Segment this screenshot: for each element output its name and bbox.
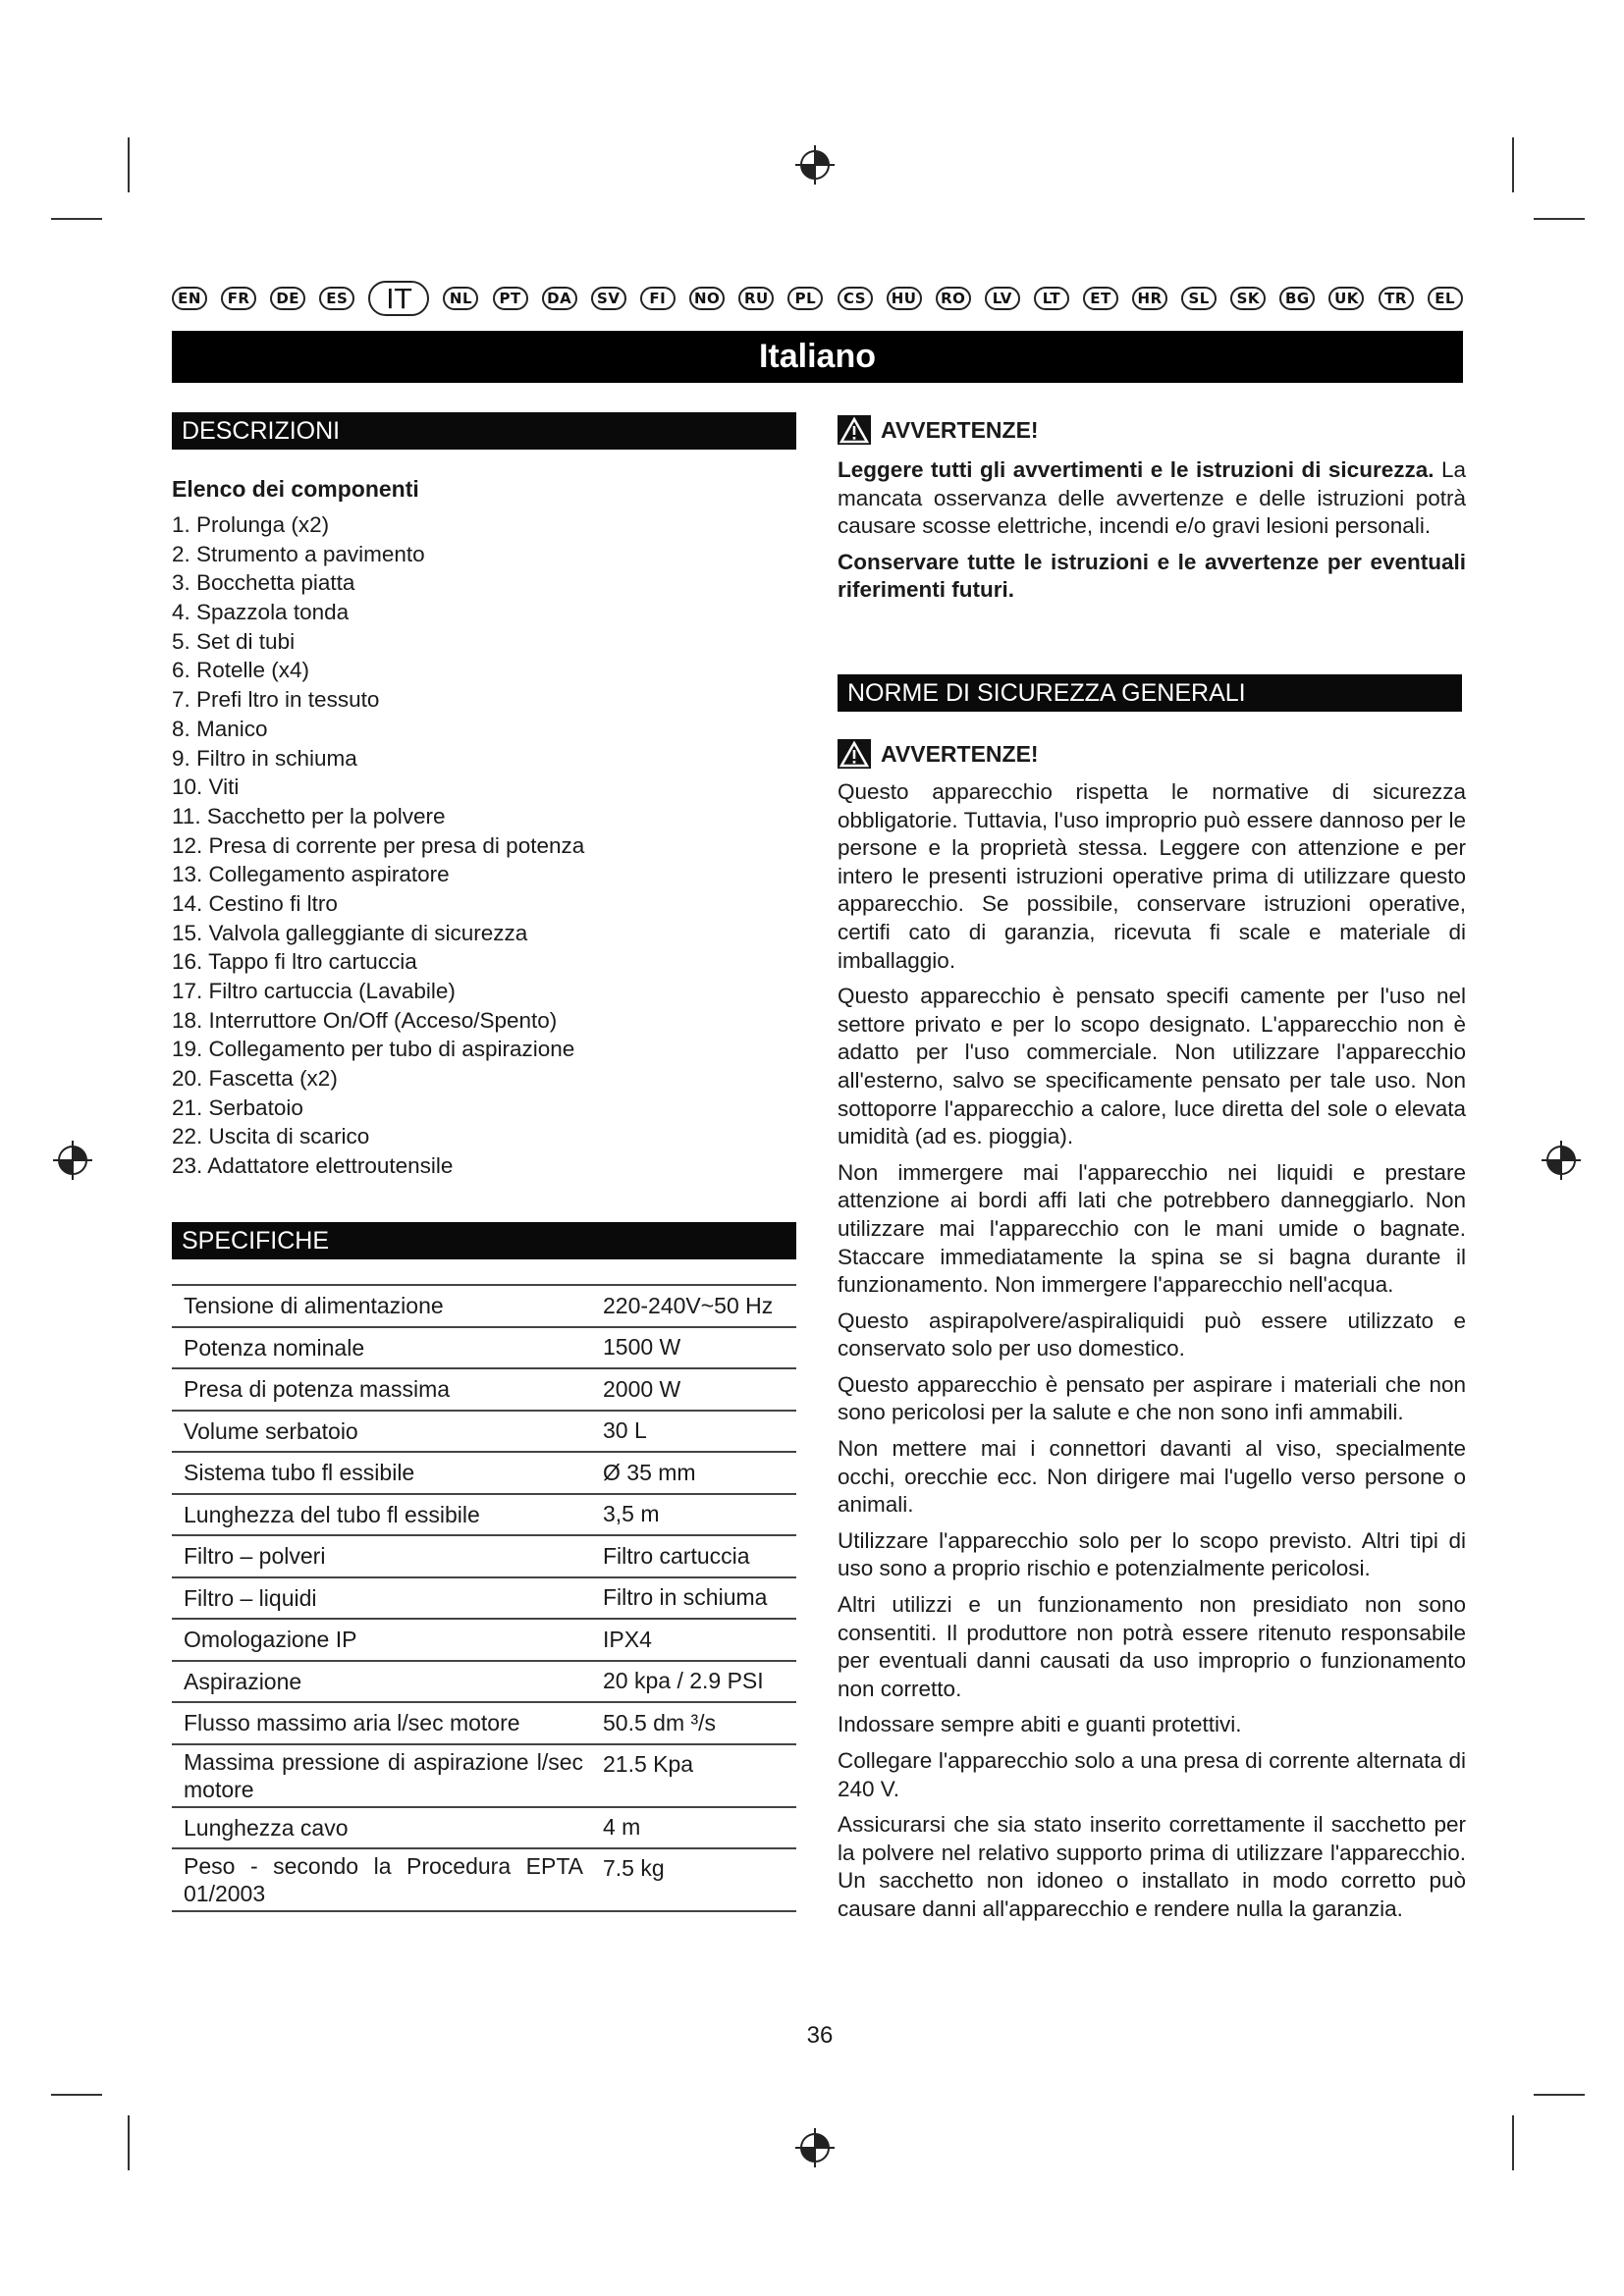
list-item: 10. Viti bbox=[172, 774, 240, 800]
list-item: 3. Bocchetta piatta bbox=[172, 570, 355, 596]
safety-paragraph: Questo apparecchio è pensato per aspirare i materiali che non sono pericolosi per la salute e che non sono infi ammabili. bbox=[838, 1371, 1466, 1425]
list-item: 12. Presa di corrente per presa di potenza bbox=[172, 832, 585, 858]
spec-label: Filtro – liquidi bbox=[172, 1577, 595, 1620]
spec-value: 30 L bbox=[595, 1411, 796, 1453]
spec-value: 2000 W bbox=[595, 1368, 796, 1411]
language-pill-ro: RO bbox=[936, 287, 971, 310]
registration-mark-icon bbox=[793, 2126, 837, 2169]
safety-paragraph: Questo apparecchio è pensato specifi camente per l'uso nel settore privato e per lo scopo designato. L'apparecchio non è adatto per l'uso commerciale. Non utilizzare l'apparecchio all'esterno, salvo se specificamente pensato per tale uso. Non sottoporre l'apparecchio a calore, luce diretta del sole o elevata umidità (ad es. pioggia). bbox=[838, 984, 1466, 1149]
spec-label: Aspirazione bbox=[172, 1661, 595, 1703]
list-item: 15. Valvola galleggiante di sicurezza bbox=[172, 920, 528, 945]
spec-value: 4 m bbox=[595, 1807, 796, 1849]
language-pill-el: EL bbox=[1428, 287, 1463, 310]
language-pill-de: DE bbox=[270, 287, 305, 310]
language-pill-sv: SV bbox=[591, 287, 626, 310]
page-title: Italiano bbox=[172, 331, 1463, 383]
language-pill-hu: HU bbox=[887, 287, 922, 310]
warning-title: AVVERTENZE! bbox=[881, 740, 1039, 767]
list-item: 19. Collegamento per tubo di aspirazione bbox=[172, 1037, 575, 1062]
spec-label: Omologazione IP bbox=[172, 1619, 595, 1661]
table-row bbox=[172, 1452, 796, 1494]
table-row bbox=[172, 1702, 796, 1744]
spec-label: Volume serbatoio bbox=[172, 1411, 595, 1453]
table-row bbox=[172, 1494, 796, 1536]
language-pill-ru: RU bbox=[738, 287, 774, 310]
list-item: 6. Rotelle (x4) bbox=[172, 658, 310, 683]
list-item: 23. Adattatore elettroutensile bbox=[172, 1153, 454, 1179]
crop-mark bbox=[51, 218, 102, 220]
page-number: 36 bbox=[806, 2022, 834, 2049]
table-row bbox=[172, 1619, 796, 1661]
section-heading-descrizioni: DESCRIZIONI bbox=[172, 412, 796, 450]
safety-paragraph: Altri utilizzi e un funzionamento non presidiato non sono consentiti. Il produttore non potrà essere ritenuto responsabile per eventuali danni causati da uso improprio o funzionamento non corretto. bbox=[838, 1592, 1466, 1701]
list-item: 7. Prefi ltro in tessuto bbox=[172, 687, 380, 713]
registration-mark-icon bbox=[793, 143, 837, 187]
safety-paragraph: Non mettere mai i connettori davanti al viso, specialmente occhi, orecchie ecc. Non dirigere mai l'ugello verso persone o animali. bbox=[838, 1436, 1466, 1518]
table-row bbox=[172, 1577, 796, 1620]
spec-value: 3,5 m bbox=[595, 1494, 796, 1536]
warning-bold-text: Leggere tutti gli avvertimenti e le istruzioni di sicurezza. bbox=[838, 457, 1435, 482]
warning-text: La mancata osservanza delle avvertenze e delle istruzioni potrà causare scosse elettriche, incendi e/o gravi lesioni personali. bbox=[838, 457, 1466, 539]
spec-label: Peso - secondo la Procedura EPTA 01/2003 bbox=[172, 1848, 595, 1911]
spec-table bbox=[172, 1284, 796, 1912]
spec-label: Massima pressione di aspirazione l/sec motore bbox=[172, 1744, 595, 1807]
language-pill-hr: HR bbox=[1132, 287, 1167, 310]
language-pill-cs: CS bbox=[838, 287, 873, 310]
safety-paragraph: Collegare l'apparecchio solo a una presa di corrente alternata di 240 V. bbox=[838, 1748, 1466, 1801]
list-item: 9. Filtro in schiuma bbox=[172, 745, 357, 771]
warning-triangle-icon bbox=[838, 415, 871, 445]
language-pill-uk: UK bbox=[1328, 287, 1364, 310]
language-pill-et: ET bbox=[1083, 287, 1118, 310]
list-item: 22. Uscita di scarico bbox=[172, 1124, 370, 1149]
language-pill-lv: LV bbox=[985, 287, 1020, 310]
table-row bbox=[172, 1661, 796, 1703]
section-heading-norme: NORME DI SICUREZZA GENERALI bbox=[838, 674, 1462, 712]
spec-value: 1500 W bbox=[595, 1327, 796, 1369]
crop-mark bbox=[128, 2115, 130, 2170]
language-pill-it: IT bbox=[368, 281, 429, 316]
warning-heading bbox=[838, 739, 1466, 769]
crop-mark bbox=[1534, 2094, 1585, 2096]
spec-label: Sistema tubo fl essibile bbox=[172, 1452, 595, 1494]
list-item: 17. Filtro cartuccia (Lavabile) bbox=[172, 979, 456, 1003]
list-item: 18. Interruttore On/Off (Acceso/Spento) bbox=[172, 1007, 558, 1033]
spec-label: Presa di potenza massima bbox=[172, 1368, 595, 1411]
warning-bold-text: Conservare tutte le istruzioni e le avvertenze per eventuali riferimenti futuri. bbox=[838, 549, 1466, 603]
table-row bbox=[172, 1807, 796, 1849]
list-item: 14. Cestino fi ltro bbox=[172, 890, 338, 916]
list-item: 11. Sacchetto per la polvere bbox=[172, 803, 446, 828]
spec-label: Potenza nominale bbox=[172, 1327, 595, 1369]
safety-paragraph: Indossare sempre abiti e guanti protettivi. bbox=[838, 1712, 1242, 1737]
spec-value: 7.5 kg bbox=[595, 1848, 796, 1911]
language-pill-da: DA bbox=[542, 287, 577, 310]
list-item: 5. Set di tubi bbox=[172, 628, 296, 654]
warning-paragraph bbox=[838, 456, 1466, 541]
list-item: 21. Serbatoio bbox=[172, 1095, 303, 1120]
crop-mark bbox=[1512, 137, 1514, 192]
safety-paragraph: Assicurarsi che sia stato inserito correttamente il sacchetto per la polvere nel relativo supporto prima di utilizzare l'apparecchio. Un sacchetto non idoneo o installato in modo corretto può causare danni all'apparecchio e rendere nulla la garanzia. bbox=[838, 1812, 1466, 1921]
list-item: 16. Tappo fi ltro cartuccia bbox=[172, 949, 417, 975]
parts-list-title: Elenco dei componenti bbox=[172, 476, 419, 502]
list-item: 1. Prolunga (x2) bbox=[172, 512, 330, 537]
parts-list bbox=[172, 510, 796, 1181]
table-row bbox=[172, 1285, 796, 1327]
list-item: 8. Manico bbox=[172, 716, 268, 741]
spec-value: 21.5 Kpa bbox=[595, 1744, 796, 1807]
language-pill-es: ES bbox=[319, 287, 354, 310]
spec-value: Filtro cartuccia bbox=[595, 1535, 796, 1577]
table-row bbox=[172, 1411, 796, 1453]
spec-value: 50.5 dm ³/s bbox=[595, 1702, 796, 1744]
section-heading-specifiche: SPECIFICHE bbox=[172, 1222, 796, 1259]
list-item: 13. Collegamento aspiratore bbox=[172, 862, 450, 887]
language-pill-fi: FI bbox=[640, 287, 676, 310]
language-pill-tr: TR bbox=[1379, 287, 1414, 310]
spec-value: IPX4 bbox=[595, 1619, 796, 1661]
safety-paragraph: Utilizzare l'apparecchio solo per lo scopo previsto. Altri tipi di uso sono a proprio rischio e potenzialmente pericolosi. bbox=[838, 1527, 1466, 1581]
safety-paragraph: Questo aspirapolvere/aspiraliquidi può essere utilizzato e conservato solo per uso domestico. bbox=[838, 1308, 1466, 1362]
table-row bbox=[172, 1744, 796, 1807]
crop-mark bbox=[128, 137, 130, 192]
spec-label: Lunghezza cavo bbox=[172, 1807, 595, 1849]
warning-title: AVVERTENZE! bbox=[881, 416, 1039, 443]
spec-label: Tensione di alimentazione bbox=[172, 1285, 595, 1327]
spec-label: Lunghezza del tubo fl essibile bbox=[172, 1494, 595, 1536]
language-selector bbox=[172, 281, 1463, 316]
spec-value: 220-240V~50 Hz bbox=[595, 1285, 796, 1327]
list-item: 20. Fascetta (x2) bbox=[172, 1066, 338, 1092]
language-pill-pl: PL bbox=[787, 287, 823, 310]
crop-mark bbox=[1534, 218, 1585, 220]
list-item: 2. Strumento a pavimento bbox=[172, 541, 425, 566]
spec-value: Ø 35 mm bbox=[595, 1452, 796, 1494]
safety-paragraph: Questo apparecchio rispetta le normative di sicurezza obbligatorie. Tuttavia, l'uso improprio può essere dannoso per le persone e la proprietà stessa. Leggere con attenzione e per intero le presenti istruzioni operative prima di utilizzare questo apparecchio. Se possibile, conservare istruzioni operative, certifi cato di garanzia, ricevuta fi scale e materiale di imballaggio. bbox=[838, 779, 1466, 973]
table-row bbox=[172, 1848, 796, 1911]
language-pill-nl: NL bbox=[443, 287, 478, 310]
language-pill-bg: BG bbox=[1279, 287, 1315, 310]
warning-heading bbox=[838, 415, 1466, 445]
crop-mark bbox=[51, 2094, 102, 2096]
warning-triangle-icon bbox=[838, 739, 871, 769]
spec-value: 20 kpa / 2.9 PSI bbox=[595, 1661, 796, 1703]
table-row bbox=[172, 1368, 796, 1411]
language-pill-lt: LT bbox=[1034, 287, 1069, 310]
language-pill-pt: PT bbox=[493, 287, 528, 310]
language-pill-sl: SL bbox=[1181, 287, 1217, 310]
registration-mark-icon bbox=[51, 1139, 94, 1182]
language-pill-sk: SK bbox=[1230, 287, 1266, 310]
spec-value: Filtro in schiuma bbox=[595, 1577, 796, 1620]
spec-label: Flusso massimo aria l/sec motore bbox=[172, 1702, 595, 1744]
table-row bbox=[172, 1535, 796, 1577]
safety-paragraph: Non immergere mai l'apparecchio nei liquidi e prestare attenzione ai bordi affi lati che potrebbero danneggiarlo. Non utilizzare mai l'apparecchio con le mani umide o bagnate. Staccare immediatamente la spina se si bagna durante il funzionamento. Non immergere l'apparecchio nell'acqua. bbox=[838, 1159, 1466, 1298]
language-pill-en: EN bbox=[172, 287, 207, 310]
table-row bbox=[172, 1327, 796, 1369]
list-item: 4. Spazzola tonda bbox=[172, 600, 350, 625]
language-pill-fr: FR bbox=[221, 287, 256, 310]
spec-label: Filtro – polveri bbox=[172, 1535, 595, 1577]
registration-mark-icon bbox=[1540, 1139, 1583, 1182]
crop-mark bbox=[1512, 2115, 1514, 2170]
language-pill-no: NO bbox=[689, 287, 725, 310]
warning-paragraph bbox=[838, 549, 1466, 605]
